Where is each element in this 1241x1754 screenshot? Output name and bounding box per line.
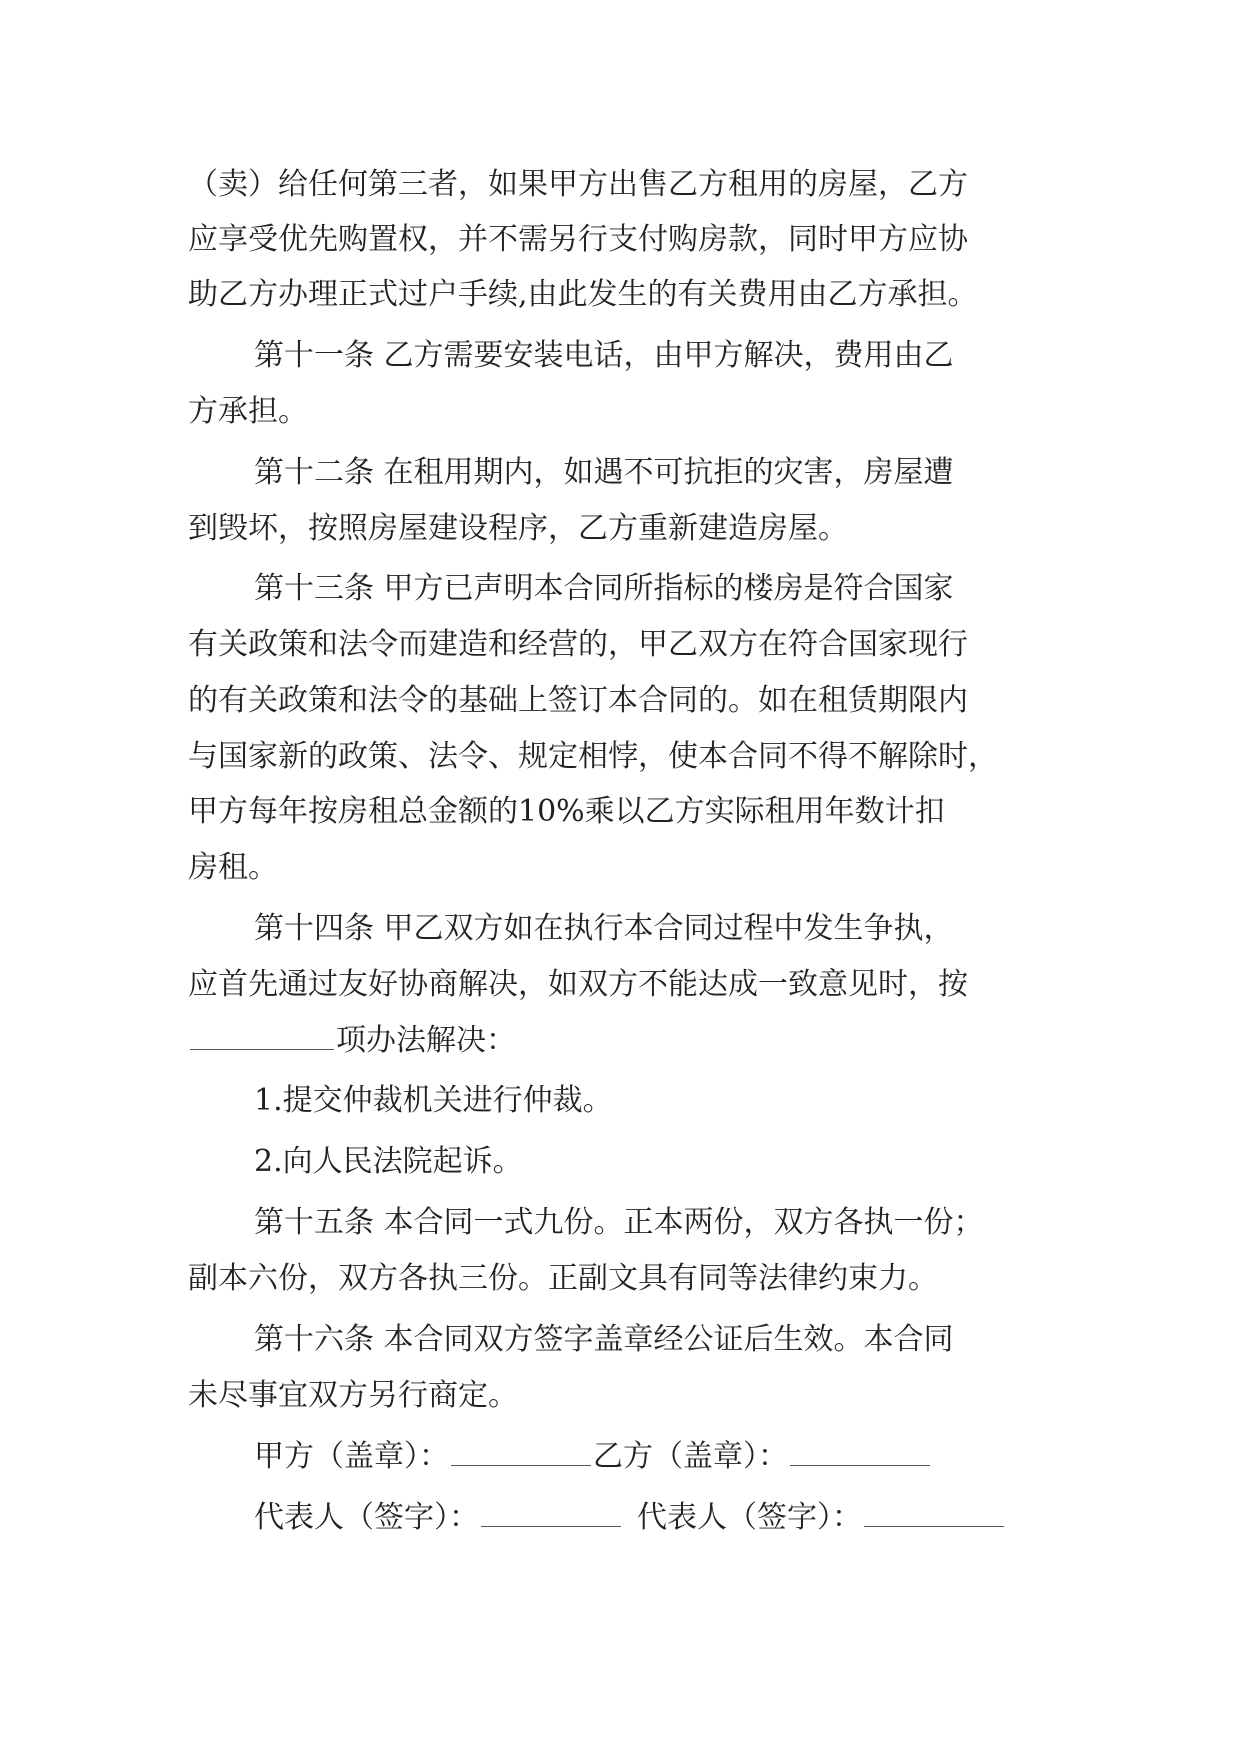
- party-a-seal-label: 甲方（盖章）：: [254, 1439, 449, 1474]
- paragraph-line: 助乙方办理正式过户手续,由此发生的有关费用由乙方承担。: [188, 277, 978, 312]
- paragraph-line: （卖）给任何第三者，如果甲方出售乙方租用的房屋，乙方: [188, 167, 968, 202]
- paragraph-line: 未尽事宜双方另行商定。: [188, 1378, 518, 1413]
- signature-line-seal: [254, 1435, 1154, 1479]
- article-14-line: 第十四条 甲乙双方如在执行本合同过程中发生争执，: [254, 911, 954, 946]
- paragraph-line: 有关政策和法令而建造和经营的，甲乙双方在符合国家现行: [188, 627, 968, 662]
- paragraph-text: 项办法解决：: [336, 1023, 516, 1058]
- article-11-line: 第十一条 乙方需要安装电话，由甲方解决，费用由乙: [254, 338, 954, 373]
- article-16-line: 第十六条 本合同双方签字盖章经公证后生效。本合同: [254, 1322, 954, 1357]
- party-a-rep-blank: [481, 1496, 621, 1527]
- party-a-seal-blank: [451, 1435, 591, 1466]
- paragraph-line: 方承担。: [188, 394, 308, 429]
- party-b-rep-label: 代表人（签字）：: [637, 1500, 862, 1535]
- paragraph-line: 应享受优先购置权，并不需另行支付购房款，同时甲方应协: [188, 222, 968, 257]
- paragraph-line: 房租。: [188, 850, 278, 885]
- article-13-line: 第十三条 甲方已声明本合同所指标的楼房是符合国家: [254, 571, 954, 606]
- fill-in-blank: [190, 1019, 334, 1050]
- article-12-line: 第十二条 在租用期内，如遇不可抗拒的灾害，房屋遭: [254, 455, 954, 490]
- signature-line-representative: [254, 1496, 1154, 1540]
- paragraph-line: 的有关政策和法令的基础上签订本合同的。如在租赁期限内: [188, 683, 968, 718]
- paragraph-line: 与国家新的政策、法令、规定相悖，使本合同不得不解除时，: [188, 739, 998, 774]
- list-item: 1.提交仲裁机关进行仲裁。: [254, 1083, 613, 1118]
- paragraph-line: 应首先通过友好协商解决，如双方不能达成一致意见时，按: [188, 967, 968, 1002]
- list-item: 2.向人民法院起诉。: [254, 1144, 523, 1179]
- paragraph-line: 副本六份，双方各执三份。正副文具有同等法律约束力。: [188, 1261, 938, 1296]
- party-b-rep-blank: [864, 1496, 1004, 1527]
- article-15-line: 第十五条 本合同一式九份。正本两份，双方各执一份；: [254, 1205, 984, 1240]
- party-b-seal-blank: [790, 1435, 930, 1466]
- paragraph-line: 到毁坏，按照房屋建设程序，乙方重新建造房屋。: [188, 511, 848, 546]
- party-b-seal-label: 乙方（盖章）：: [593, 1439, 788, 1474]
- paragraph-line: 甲方每年按房租总金额的10%乘以乙方实际租用年数计扣: [188, 794, 945, 829]
- party-a-rep-label: 代表人（签字）：: [254, 1500, 479, 1535]
- paragraph-line: [188, 1019, 1088, 1063]
